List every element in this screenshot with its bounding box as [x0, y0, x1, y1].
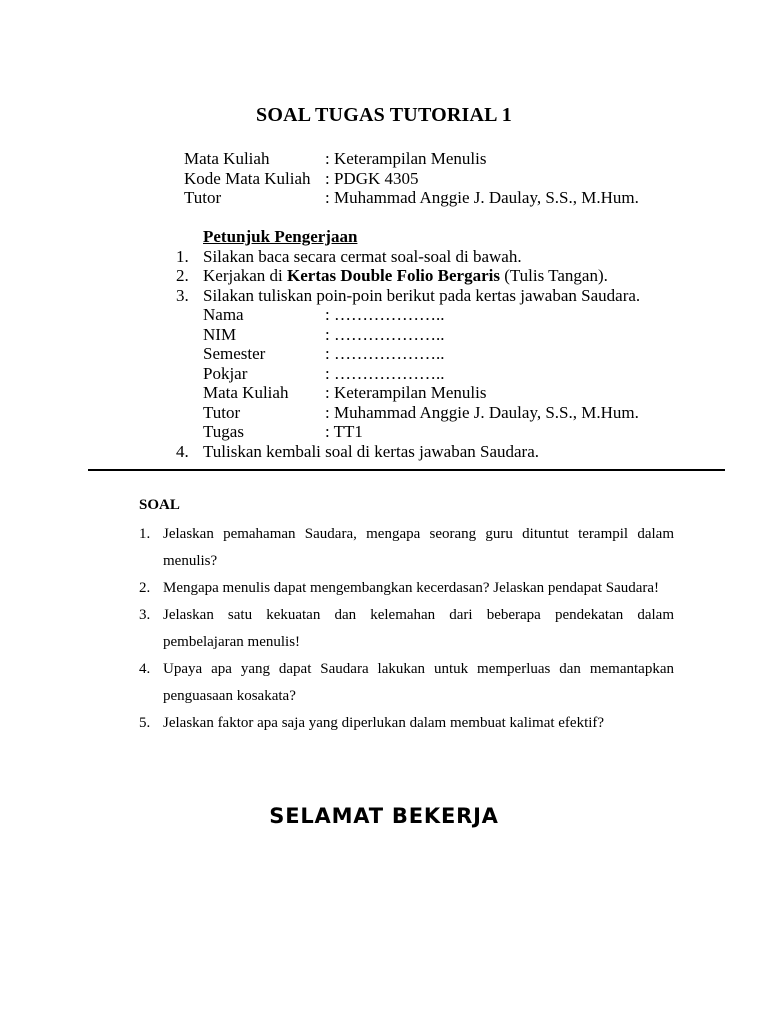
- info-key: Tutor: [184, 188, 222, 207]
- answer-field-pokjar: [203, 364, 640, 384]
- instruction-text-post: (Tulis Tangan).: [499, 266, 608, 285]
- horizontal-divider: [88, 469, 725, 471]
- field-value: : Muhammad Anggie J. Daulay, S.S., M.Hum.: [325, 402, 639, 422]
- instruction-text: Silakan tuliskan poin-poin berikut pada kertas jawaban Saudara.: [203, 285, 641, 305]
- instruction-item: [176, 266, 640, 286]
- instruction-number: 2.: [176, 266, 189, 285]
- question-item: [139, 710, 674, 737]
- instruction-number: 4.: [176, 441, 189, 461]
- answer-field-tugas: [203, 422, 640, 442]
- field-value: : ………………..: [325, 363, 445, 383]
- instructions-section: [176, 227, 640, 461]
- answer-field-semester: [203, 344, 640, 364]
- field-value: : TT1: [325, 422, 363, 441]
- instruction-text: Silakan baca secara cermat soal-soal di bawah.: [203, 246, 522, 266]
- answer-field-tutor: [203, 403, 640, 423]
- field-value: : Keterampilan Menulis: [325, 383, 487, 402]
- instructions-heading: Petunjuk Pengerjaan: [203, 227, 358, 246]
- field-key: Pokjar: [203, 363, 248, 383]
- answer-field-mata-kuliah: [203, 383, 640, 403]
- field-key: Tutor: [203, 402, 241, 422]
- answer-field-nama: [203, 305, 640, 325]
- question-number: 5.: [139, 715, 151, 731]
- instruction-number: 3.: [176, 285, 189, 305]
- instruction-text: Tuliskan kembali soal di kertas jawaban Saudara.: [203, 441, 539, 461]
- instruction-item: [176, 286, 640, 306]
- field-key: NIM: [203, 324, 237, 344]
- question-text: Jelaskan faktor apa saja yang diperlukan dalam membuat kalimat efektif?: [163, 715, 605, 731]
- question-number: 1.: [139, 526, 151, 542]
- instruction-text: [203, 266, 608, 286]
- question-text: Jelaskan pemahaman Saudara, mengapa seorang guru dituntut terampil dalam menulis?: [163, 526, 674, 569]
- field-key: Tugas: [203, 422, 244, 441]
- question-item: [139, 602, 674, 656]
- info-row-kode-mata-kuliah: [184, 169, 639, 189]
- field-key: Semester: [203, 344, 266, 363]
- instruction-text-bold: Kertas Double Folio Bergaris: [287, 266, 500, 285]
- field-value: : ………………..: [325, 344, 445, 363]
- info-row-tutor: [184, 188, 639, 208]
- questions-section: [139, 495, 674, 737]
- document-title: SOAL TUGAS TUTORIAL 1: [256, 104, 512, 126]
- info-row-mata-kuliah: [184, 149, 639, 169]
- info-value: : Keterampilan Menulis: [325, 149, 487, 168]
- info-key: Mata Kuliah: [184, 149, 270, 168]
- question-text: Mengapa menulis dapat mengembangkan kecerdasan? Jelaskan pendapat Saudara!: [163, 580, 660, 596]
- questions-list: [139, 521, 674, 737]
- field-key: Mata Kuliah: [203, 383, 289, 402]
- closing-text: SELAMAT BEKERJA: [269, 804, 499, 828]
- answer-field-nim: [203, 325, 640, 345]
- instruction-text-pre: Kerjakan di: [203, 266, 288, 285]
- question-number: 4.: [139, 661, 151, 677]
- info-key: Kode Mata Kuliah: [184, 168, 311, 188]
- question-item: [139, 575, 674, 602]
- question-item: [139, 521, 674, 575]
- question-number: 3.: [139, 607, 151, 623]
- questions-heading: SOAL: [139, 497, 180, 513]
- field-key: Nama: [203, 305, 244, 324]
- question-number: 2.: [139, 580, 151, 596]
- info-value: : PDGK 4305: [325, 168, 419, 188]
- instruction-item: [176, 247, 640, 267]
- course-info: [184, 149, 639, 208]
- question-text: Jelaskan satu kekuatan dan kelemahan dari beberapa pendekatan dalam pembelajaran menulis!: [163, 607, 674, 650]
- question-text: Upaya apa yang dapat Saudara lakukan untuk memperluas dan memantapkan penguasaan kosakata?: [163, 661, 674, 704]
- field-value: : ………………..: [325, 305, 445, 324]
- question-item: [139, 656, 674, 710]
- instruction-item: [176, 442, 640, 462]
- info-value: : Muhammad Anggie J. Daulay, S.S., M.Hum.: [325, 188, 639, 207]
- instruction-number: 1.: [176, 246, 189, 266]
- field-value: : ………………..: [325, 324, 445, 344]
